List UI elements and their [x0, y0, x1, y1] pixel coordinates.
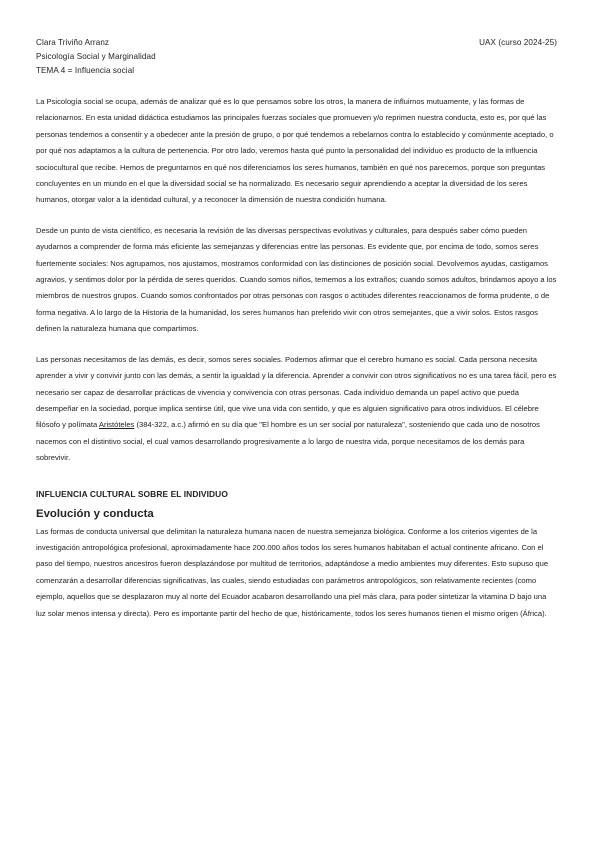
course-name: Psicología Social y Marginalidad — [36, 52, 156, 61]
subsection-heading: Evolución y conducta — [36, 507, 154, 520]
aristoteles-link[interactable]: Aristóteles — [98, 420, 135, 430]
scientific-view-paragraph: Desde un punto de vista científico, es necesaria la revisión de las diversas perspectivas evolutivas y culturales, para después saber cómo pueden ayudarnos a comprender de forma más eficiente las semejanzas y diferencias entre las personas. Es evidente que, por encima de todo, somos seres fuertemente sociales: Nos agrupamos, nos ajustamos, mostramos conformidad con las distinciones de posición social. Devolvemos ayudas, castigamos agravios, y sentimos dolor por la pérdida de seres queridos. Cuando somos niños, tememos a los extraños; cuando somos adultos, brindamos apoyo a los miembros de nuestros grupos. Cuando somos confrontados por otras personas con rasgos o actitudes diferentes reaccionamos de forma prudente, o de forma negativa. A lo largo de la Historia de la humanidad, los seres humanos han preferido vivir con otros semejantes, que a vivir solos. Estos rasgos definen la naturaleza humana que compartimos. — [36, 225, 557, 334]
evolution-paragraph: Las formas de conducta universal que delimitan la naturaleza humana nacen de nuestra semejanza biológica. Conforme a los criterios vigentes de la investigación antropológica profesional, aproximadamente hace 200.000 años todos los seres humanos habitaban el actual continente africano. Con el paso del tiempo, nuestros ancestros fueron desplazándose por multitud de territorios, adaptándose a medio ambientes muy diferentes. Esto supuso que comenzarán a desarrollar diferencias significativas, las cuales, siendo estudiadas con parámetros antropológicos, son relativamente recientes (como ejemplo, aquellos que se desplazaron muy al norte del Ecuador acabaron desarrollando una piel más clara, para poder sintetizar la vitamina D bajo una luz solar menos intensa y directa). Pero es importante partir del hecho de que, históricamente, todos los seres humanos tienen el mismo origen (África). — [36, 526, 549, 618]
paragraph-text: (384-322, a.c.) afirmó en su día que "El hombre es un ser social por naturaleza", sosteniendo que cada uno de nosotros nacemos con el distintivo social, el cual vamos desarrollando progresivamente a lo largo de nuestra vida, porque necesitamos de los demás para sobrevivir. — [36, 420, 540, 463]
institution-label: UAX (curso 2024-25) — [479, 38, 557, 47]
page-header — [36, 36, 557, 78]
social-beings-paragraph — [36, 352, 557, 467]
section-heading: INFLUENCIA CULTURAL SOBRE EL INDIVIDUO — [36, 488, 228, 499]
topic-title: TEMA 4 = Influencia social — [36, 66, 135, 75]
author-name: Clara Triviño Arranz — [36, 38, 110, 47]
paragraph-text: Las personas necesitamos de las demás, es decir, somos seres sociales. Podemos afirmar que el cerebro humano es social. Cada persona necesita aprender a vivir y convivir junto con las demás, a sentir la igualdad y la diferencia. Aprender a convivir con otros significativos no es una tarea fácil, pero es necesario ser capaz de desarrollar prácticas de vivencia y convivencia con otras personas. Cada individuo demanda un papel activo que pueda desempeñar en la sociedad, porque implica sentirse útil, que vive una vida con sentido, y que es alguien significativo para otros individuos. El célebre filósofo y polímata — [36, 354, 557, 430]
intro-paragraph: La Psicología social se ocupa, además de analizar qué es lo que pensamos sobre los otros, la manera de influirnos mutuamente, y las formas de relacionarnos. En esta unidad didáctica estudiamos las principales fuerzas sociales que promueven y/o reprimen nuestra conducta, esto es, por qué las personas tendemos a consentir y a obedecer ante la presión de grupo, o por qué tendemos a rebelarnos contra lo establecido y comúnmente aceptado, o por qué nos adaptamos a la cultura de pertenencia. Por otro lado, veremos hasta qué punto la personalidad del individuo es producto de la influencia sociocultural que recibe. Hemos de preguntarnos en qué nos diferenciamos los seres humanos, también en qué nos parecemos, porque son preguntas concluyentes en un mundo en el que la diversidad social se ha normalizado. Es necesario seguir aprendiendo a aceptar la diversidad de los seres humanos, otorgar valor a la identidad cultural, y a reconocer la dimensión de nuestra condición humana. — [36, 97, 554, 205]
